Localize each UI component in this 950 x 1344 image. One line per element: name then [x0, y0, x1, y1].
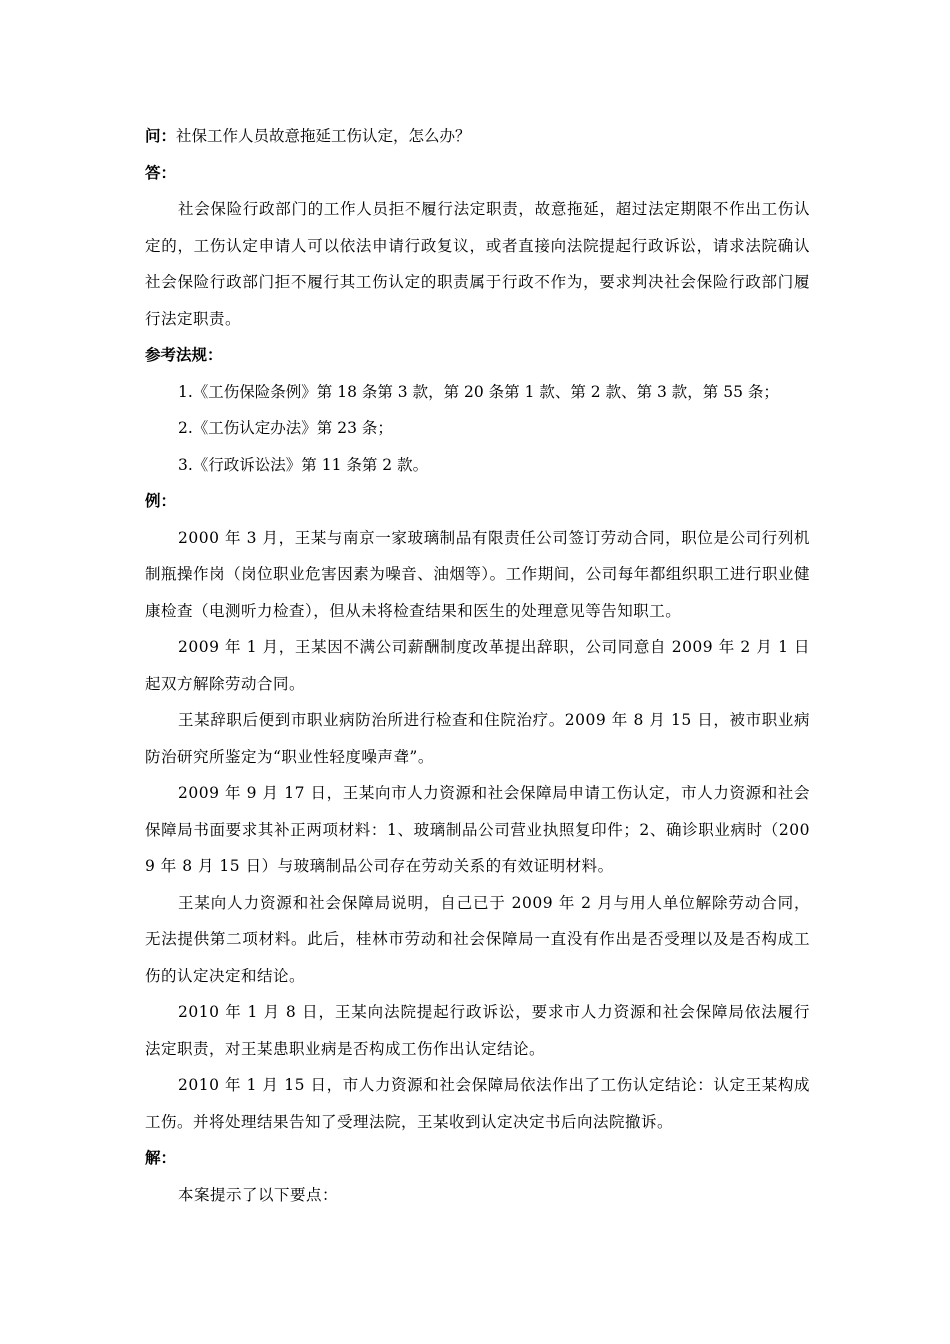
regulation-item-2: 2.《工伤认定办法》第 23 条；	[178, 419, 393, 437]
solution-paragraph: 本案提示了以下要点：	[178, 1185, 339, 1204]
question-line	[145, 118, 810, 155]
answer-paragraph: 社会保险行政部门的工作人员拒不履行法定职责，故意拖延，超过法定期限不作出工伤认定的，工伤认定申请人可以依法申请行政复议，或者直接向法院提起行政诉讼，请求法院确认社会保险行政部门拒不履行其工伤认定的职责属于行政不作为，要求判决社会保险行政部门履行法定职责。	[145, 200, 810, 328]
solution-heading: 解：	[145, 1148, 177, 1167]
example-paragraph-4: 2009 年 9 月 17 日，王某向市人力资源和社会保障局申请工伤认定，市人力资源和社会保障局书面要求其补正两项材料：1、玻璃制品公司营业执照复印件；2、确诊职业病时（2009 年 8 月 15 日）与玻璃制品公司存在劳动关系的有效证明材料。	[145, 784, 810, 875]
question-text: 社保工作人员故意拖延工伤认定，怎么办？	[176, 127, 471, 145]
example-paragraph-2: 2009 年 1 月，王某因不满公司薪酬制度改革提出辞职，公司同意自 2009 年 2 月 1 日起双方解除劳动合同。	[145, 638, 810, 693]
regulations-heading: 参考法规：	[145, 345, 223, 364]
regulation-item-3: 3.《行政诉讼法》第 11 条第 2 款。	[178, 455, 429, 474]
answer-heading: 答：	[145, 162, 177, 182]
example-heading: 例：	[145, 491, 177, 510]
example-paragraph-7: 2010 年 1 月 15 日，市人力资源和社会保障局依法作出了工伤认定结论：认定王某构成工伤。并将处理结果告知了受理法院，王某收到认定决定书后向法院撤诉。	[145, 1076, 810, 1131]
example-paragraph-1: 2000 年 3 月，王某与南京一家玻璃制品有限责任公司签订劳动合同，职位是公司行列机制瓶操作岗（岗位职业危害因素为噪音、油烟等）。工作期间，公司每年都组织职工进行职业健康检查（电测听力检查），但从未将检查结果和医生的处理意见等告知职工。	[145, 528, 810, 620]
example-paragraph-3: 王某辞职后便到市职业病防治所进行检查和住院治疗。2009 年 8 月 15 日，被市职业病防治研究所鉴定为“职业性轻度噪声聋”。	[145, 711, 810, 766]
example-paragraph-5: 王某向人力资源和社会保障局说明，自己已于 2009 年 2 月与用人单位解除劳动合同，无法提供第二项材料。此后，桂林市劳动和社会保障局一直没有作出是否受理以及是否构成工伤的认定决定和结论。	[145, 893, 810, 985]
question-label: 问：	[145, 126, 177, 145]
example-paragraph-6: 2010 年 1 月 8 日，王某向法院提起行政诉讼，要求市人力资源和社会保障局依法履行法定职责，对王某患职业病是否构成工伤作出认定结论。	[145, 1003, 810, 1058]
regulation-item-1: 1.《工伤保险条例》第 18 条第 3 款，第 20 条第 1 款、第 2 款、第 3 款，第 55 条；	[178, 382, 779, 401]
document-body	[145, 118, 810, 1213]
